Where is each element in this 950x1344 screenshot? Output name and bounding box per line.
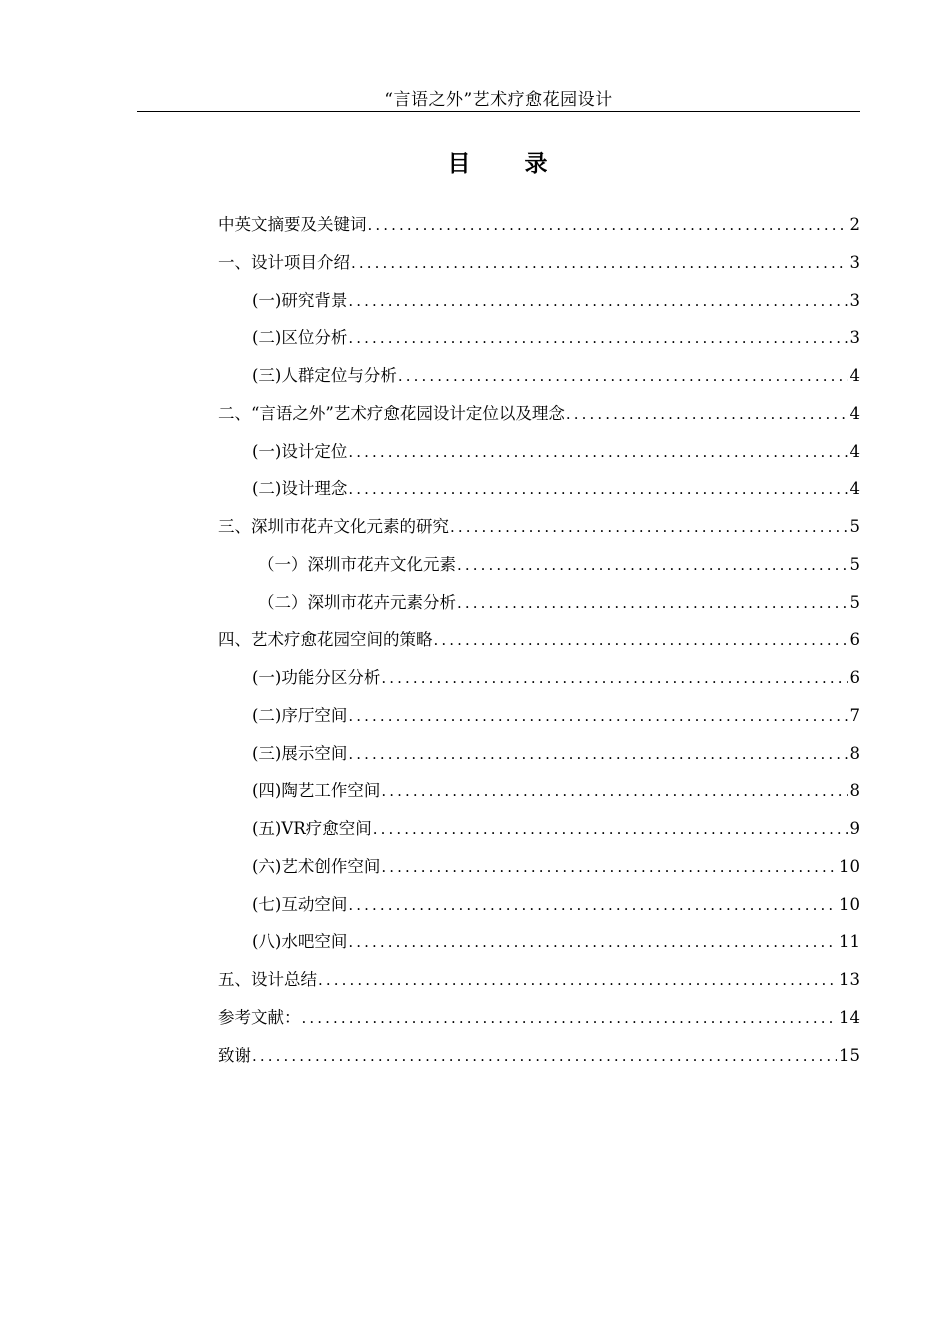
- toc-entry-text: (四)陶艺工作空间: [252, 781, 381, 801]
- toc-entry-text: （二）深圳市花卉元素分析: [258, 592, 456, 612]
- dot-leader: [348, 476, 847, 502]
- toc-entry-text: （一）深圳市花卉文化元素: [258, 554, 456, 574]
- toc-title-right: 录: [524, 151, 550, 177]
- running-header: “言语之外”艺术疗愈花园设计: [384, 90, 613, 110]
- dot-leader: [302, 1005, 838, 1031]
- toc-entry[interactable]: [218, 892, 860, 930]
- toc-entry-page: 11: [839, 932, 860, 952]
- toc-entry[interactable]: [218, 363, 860, 401]
- toc-entry[interactable]: [218, 967, 860, 1005]
- toc-title: [137, 148, 860, 180]
- toc-entry-text: 参考文献：: [218, 1007, 301, 1027]
- toc-entry-page: 6: [849, 668, 860, 687]
- toc-entry[interactable]: [218, 929, 860, 967]
- toc-entry-text: (五)VR疗愈空间: [252, 819, 372, 838]
- toc-entry[interactable]: [218, 627, 860, 665]
- toc-entry-page: 4: [849, 441, 860, 461]
- toc-entry-text: (八)水吧空间: [252, 932, 348, 952]
- toc-entry-text: 二、“言语之外”艺术疗愈花园设计定位以及理念: [218, 403, 565, 423]
- toc-entry-page: 5: [849, 517, 860, 536]
- toc-entry-page: 10: [839, 856, 860, 876]
- toc-entry-page: 7: [849, 705, 860, 725]
- dot-leader: [373, 816, 848, 842]
- toc-entry[interactable]: [218, 212, 860, 250]
- toc-entry-text: (三)展示空间: [252, 743, 348, 763]
- dot-leader: [348, 703, 847, 729]
- toc-entry-page: 4: [849, 403, 860, 423]
- toc-entry-page: 5: [849, 592, 860, 612]
- toc-entry-text: 三、深圳市花卉文化元素的研究: [218, 517, 449, 536]
- toc-entry-page: 9: [849, 819, 860, 838]
- toc-entry-page: 3: [849, 252, 860, 272]
- toc-entry[interactable]: [218, 741, 860, 779]
- toc-entry-page: 8: [849, 781, 860, 801]
- dot-leader: [381, 778, 847, 804]
- toc-entry[interactable]: [218, 514, 860, 552]
- toc-entry-text: (一)设计定位: [252, 441, 348, 461]
- toc-entry-page: 4: [849, 366, 860, 385]
- toc-entry-page: 10: [839, 894, 860, 914]
- toc-entry-text: 四、艺术疗愈花园空间的策略: [218, 630, 433, 650]
- toc-entry-page: 6: [849, 630, 860, 650]
- toc-entry-page: 14: [839, 1007, 860, 1027]
- dot-leader: [351, 250, 848, 276]
- toc-entry-text: (二)序厅空间: [252, 705, 348, 725]
- dot-leader: [348, 325, 847, 351]
- dot-leader: [348, 439, 847, 465]
- toc-entry-text: 五、设计总结: [218, 970, 317, 989]
- dot-leader: [318, 967, 837, 993]
- dot-leader: [348, 892, 837, 918]
- toc-entry-page: 3: [849, 328, 860, 348]
- toc-entry-page: 13: [839, 970, 860, 989]
- toc-entry[interactable]: [218, 250, 860, 288]
- header-rule: [137, 111, 860, 112]
- toc-entry-text: (六)艺术创作空间: [252, 856, 381, 876]
- toc-list: [218, 212, 860, 1080]
- toc-entry-page: 5: [849, 554, 860, 574]
- toc-entry-text: (一)研究背景: [252, 290, 348, 310]
- dot-leader: [252, 1043, 837, 1069]
- toc-entry-text: (二)设计理念: [252, 479, 348, 499]
- toc-entry-page: 8: [849, 743, 860, 763]
- toc-entry-page: 2: [849, 215, 860, 234]
- toc-entry-text: 致谢: [218, 1045, 251, 1065]
- toc-entry[interactable]: [218, 590, 860, 628]
- toc-entry-text: 一、设计项目介绍: [218, 252, 350, 272]
- toc-entry[interactable]: [218, 288, 860, 326]
- toc-entry-text: (七)互动空间: [252, 894, 348, 914]
- toc-entry-text: (三)人群定位与分析: [252, 366, 397, 385]
- toc-entry[interactable]: [218, 476, 860, 514]
- toc-entry-text: (一)功能分区分析: [252, 668, 381, 687]
- toc-entry[interactable]: [218, 325, 860, 363]
- dot-leader: [450, 514, 848, 540]
- toc-entry[interactable]: [218, 778, 860, 816]
- toc-title-left: 目: [447, 151, 473, 177]
- toc-entry[interactable]: [218, 665, 860, 703]
- toc-entry[interactable]: [218, 1043, 860, 1081]
- toc-entry[interactable]: [218, 816, 860, 854]
- dot-leader: [457, 552, 848, 578]
- toc-entry-page: 4: [849, 479, 860, 499]
- toc-entry-text: 中英文摘要及关键词: [218, 215, 367, 234]
- dot-leader: [381, 665, 847, 691]
- toc-entry[interactable]: [218, 1005, 860, 1043]
- toc-entry[interactable]: [218, 401, 860, 439]
- toc-entry[interactable]: [218, 552, 860, 590]
- dot-leader: [434, 627, 848, 653]
- toc-entry[interactable]: [218, 439, 860, 477]
- dot-leader: [381, 854, 837, 880]
- toc-entry[interactable]: [218, 703, 860, 741]
- dot-leader: [398, 363, 848, 389]
- dot-leader: [348, 929, 837, 955]
- toc-entry-page: 3: [849, 290, 860, 310]
- dot-leader: [457, 590, 848, 616]
- toc-entry-page: 15: [839, 1045, 860, 1065]
- dot-leader: [348, 288, 847, 314]
- dot-leader: [348, 741, 847, 767]
- toc-entry-text: (二)区位分析: [252, 328, 348, 348]
- dot-leader: [368, 212, 848, 238]
- toc-entry[interactable]: [218, 854, 860, 892]
- dot-leader: [566, 401, 848, 427]
